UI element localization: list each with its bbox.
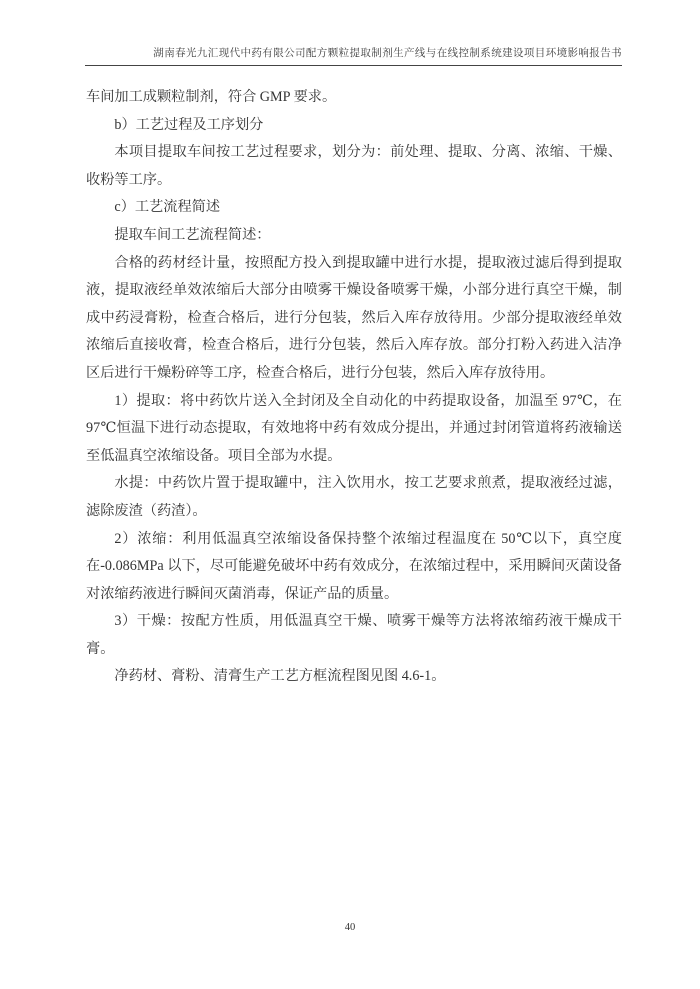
paragraph-concentration: 2）浓缩：利用低温真空浓缩设备保持整个浓缩过程温度在 50℃以下，真空度在-0.086MPa 以下，尽可能避免破坏中药有效成分，在浓缩过程中，采用瞬间灭菌设备对浓缩药液进行瞬间灭菌消毒，保证产品的质量。 [86,530,622,602]
paragraph-water-extraction: 水提：中药饮片置于提取罐中，注入饮用水，按工艺要求煎煮，提取液经过滤，滤除废渣（药渣）。 [86,475,622,519]
paragraph: 本项目提取车间按工艺过程要求，划分为：前处理、提取、分离、浓缩、干燥、收粉等工序。 [86,144,622,188]
document-body [86,84,622,691]
paragraph-flowchart-reference: 净药材、膏粉、清膏生产工艺方框流程图见图 4.6-1。 [114,668,446,685]
paragraph: 合格的药材经计量，按照配方投入到提取罐中进行水提，提取液过滤后得到提取液，提取液经单效浓缩后大部分由喷雾干燥设备喷雾干燥，小部分进行真空干燥，制成中药浸膏粉，检查合格后，进行分包装，然后入库存放待用。少部分提取液经单效浓缩后直接收膏，检查合格后，进行分包装，然后入库存放。部分打粉入药进入洁净区后进行干燥粉碎等工序，检查合格后，进行分包装，然后入库存放待用。 [86,254,622,381]
page-header-title: 湖南春光九汇现代中药有限公司配方颗粒提取制剂生产线与在线控制系统建设项目环境影响报告书 [85,45,622,66]
section-heading-b: b）工艺过程及工序划分 [114,116,264,133]
paragraph: 提取车间工艺流程简述： [114,226,271,243]
page-number: 40 [344,922,356,933]
section-heading-c: c）工艺流程简述 [114,199,221,216]
paragraph: 车间加工成颗粒制剂，符合 GMP 要求。 [86,89,337,105]
paragraph-extraction: 1）提取：将中药饮片送入全封闭及全自动化的中药提取设备，加温至 97℃，在 97℃恒温下进行动态提取，有效地将中药有效成分提出，并通过封闭管道将药液输送至低温真空浓缩设备。项目全部为水提。 [86,392,622,464]
paragraph-drying: 3）干燥：按配方性质，用低温真空干燥、喷雾干燥等方法将浓缩药液干燥成干膏。 [86,613,622,657]
